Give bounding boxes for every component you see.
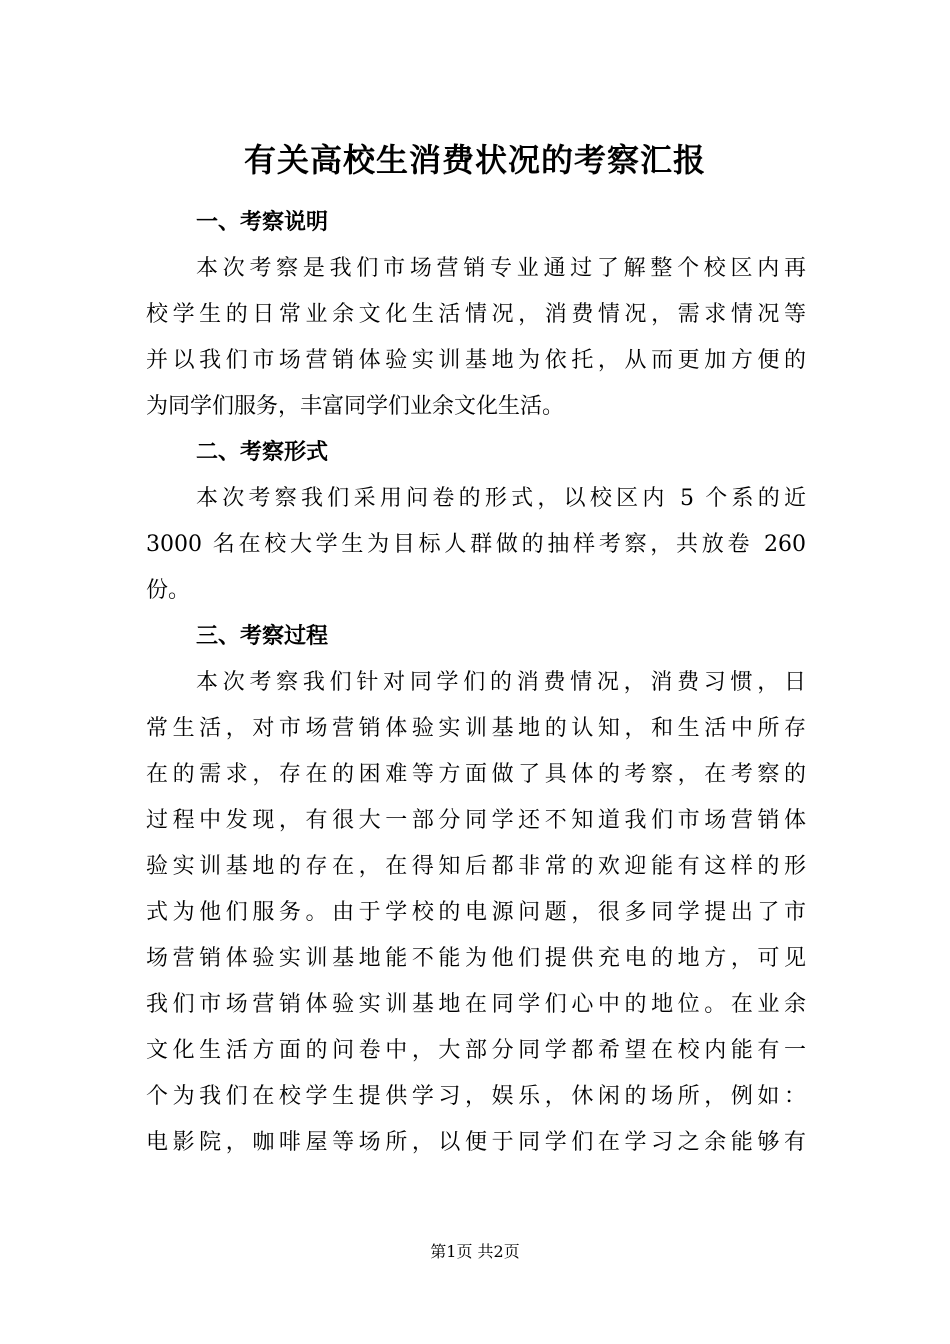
section-paragraph — [146, 660, 806, 1166]
paragraph-line: 本次考察我们采用问卷的形式，以校区内 5 个系的近 — [196, 486, 806, 511]
section-heading: 一、考察说明 — [196, 210, 329, 235]
section-heading: 二、考察形式 — [196, 440, 329, 465]
paragraph-line: 本次考察我们针对同学们的消费情况，消费习惯，日 — [196, 670, 806, 695]
section-process — [146, 614, 806, 1166]
paragraph-line: 个为我们在校学生提供学习，娱乐，休闲的场所，例如： — [146, 1084, 806, 1109]
paragraph-line: 文化生活方面的问卷中，大部分同学都希望在校内能有一 — [146, 1038, 806, 1063]
section-heading: 三、考察过程 — [196, 624, 329, 649]
paragraph-line: 并以我们市场营销体验实训基地为依托，从而更加方便的 — [146, 348, 806, 373]
paragraph-line: 验实训基地的存在，在得知后都非常的欢迎能有这样的形 — [146, 854, 806, 879]
paragraph-line: 3000 名在校大学生为目标人群做的抽样考察，共放卷 260 — [146, 532, 806, 557]
paragraph-line: 电影院，咖啡屋等场所，以便于同学们在学习之余能够有 — [146, 1130, 806, 1155]
paragraph-line: 份。 — [146, 578, 191, 603]
paragraph-line: 场营销体验实训基地能不能为他们提供充电的地方，可见 — [146, 946, 806, 971]
paragraph-line: 常生活，对市场营销体验实训基地的认知，和生活中所存 — [146, 716, 806, 741]
document-title: 有关高校生消费状况的考察汇报 — [243, 141, 706, 179]
section-explanation — [146, 200, 806, 430]
paragraph-line: 我们市场营销体验实训基地在同学们心中的地位。在业余 — [146, 992, 806, 1017]
paragraph-line: 校学生的日常业余文化生活情况，消费情况，需求情况等 — [146, 302, 806, 327]
section-form — [146, 430, 806, 614]
paragraph-line: 式为他们服务。由于学校的电源问题，很多同学提出了市 — [146, 900, 806, 925]
page-number-footer: 第1页 共2页 — [430, 1242, 520, 1261]
paragraph-line: 本次考察是我们市场营销专业通过了解整个校区内再 — [196, 256, 806, 281]
paragraph-line: 为同学们服务，丰富同学们业余文化生活。 — [146, 394, 565, 419]
section-paragraph — [146, 476, 806, 614]
document-body — [146, 200, 806, 1166]
paragraph-line: 在的需求，存在的困难等方面做了具体的考察，在考察的 — [146, 762, 806, 787]
section-paragraph — [146, 246, 806, 430]
paragraph-line: 过程中发现，有很大一部分同学还不知道我们市场营销体 — [146, 808, 806, 833]
